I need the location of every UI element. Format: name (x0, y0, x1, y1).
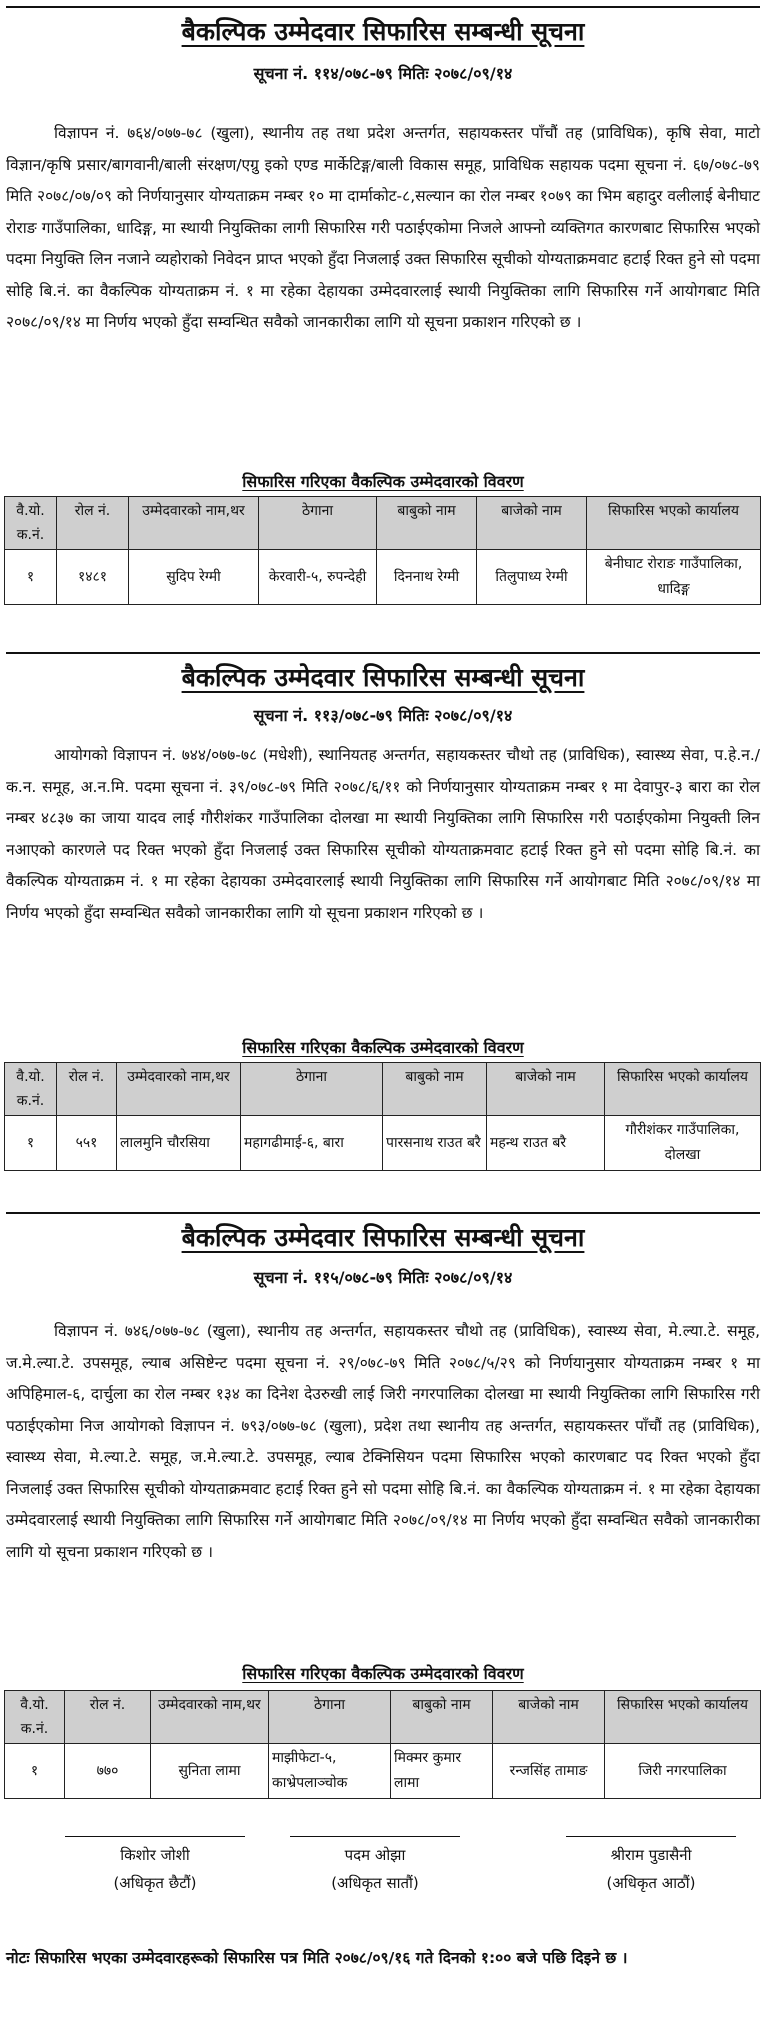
signatory-name: श्रीराम पुडासैनी (610, 1846, 692, 1864)
col-header-serial: वै.यो. क.नं. (5, 1063, 57, 1116)
table-header-row (5, 1063, 761, 1116)
col-header-address: ठेगाना (259, 497, 377, 550)
table-header-row (5, 497, 761, 550)
cell-address: केरवारी-५, रुपन्देही (259, 550, 377, 605)
cell-office: गौरीशंकर गाउँपालिका, दोलखा (605, 1116, 761, 1171)
cell-father: मिक्मर कुमार लामा (391, 1744, 493, 1799)
cell-office: बेनीघाट रोराङ गाउँपालिका, धादिङ्ग (587, 550, 761, 605)
notice-3-table-caption: सिफारिस गरिएका वैकल्पिक उम्मेदवारको विवरण (242, 1664, 524, 1683)
cell-roll: ५५१ (57, 1116, 117, 1171)
col-header-grandfather: बाजेको नाम (493, 1691, 605, 1744)
col-header-office: सिफारिस भएको कार्यालय (605, 1063, 761, 1116)
col-header-grandfather: बाजेको नाम (487, 1063, 605, 1116)
notice-2-title: बैकल्पिक उम्मेदवार सिफारिस सम्बन्धी सूचना (181, 663, 585, 692)
cell-roll: ७७० (65, 1744, 151, 1799)
cell-serial: १ (5, 1116, 57, 1171)
cell-roll: १४८१ (57, 550, 129, 605)
col-header-father: बाबुको नाम (383, 1063, 487, 1116)
cell-serial: १ (5, 550, 57, 605)
cell-name: सुनिता लामा (151, 1744, 269, 1799)
notice-1-number-date: सूचना नं. ११४/०७८-७९ मितिः २०७८/०९/१४ (253, 64, 513, 83)
notice-3-body: विज्ञापन नं. ७४६/०७७-७८ (खुला), स्थानीय तह अन्तर्गत, सहायकस्तर चौथो तह (प्राविधिक), स्वास्थ्य सेवा, मे.ल्या.टे. समूह, ज.मे.ल्या.टे. उपसमूह, ल्याब असिष्टेन्ट पदमा सूचना नं. २९/०७८-७९ मिति २०७८/५/२९ को निर्णयानुसार योग्यताक्रम नम्बर १ मा अपिहिमाल-६, दार्चुला का रोल नम्बर १३४ का दिनेश देउरुखी लाई जिरी नगरपालिका दोलखा मा स्थायी नियुक्तिका लागि सिफारिस गरी पठाईएकोमा निज आयोगको विज्ञापन नं. ७९३/०७७-७८ (खुला), प्रदेश तथा स्थानीय तह अन्तर्गत, सहायकस्तर पाँचौं तह (प्राविधिक), स्वास्थ्य सेवा, मे.ल्या.टे. समूह, ज.मे.ल्या.टे. उपसमूह, ल्याब टेक्निसियन पदमा सिफारिस भएको कारणबाट पद रिक्त भएको हुँदा निजलाई उक्त सिफारिस सूचीको योग्यताक्रमवाट हटाई रिक्त हुने सो पदमा सोहि बि.नं. का वैकल्पिक योग्यताक्रम नं. १ मा रहेका देहायका उम्मेदवारलाई स्थायी नियुक्तिका लागि सिफारिस गर्ने आयोगबाट मिति २०७८/०९/१४ मा निर्णय भएको हुँदा सम्वन्धित सवैको जानकारीका लागि यो सूचना प्रकाशन गरिएको छ । (6, 1322, 760, 1561)
signatory-name: पदम ओझा (344, 1846, 406, 1864)
cell-father: पारसनाथ राउत बरै (383, 1116, 487, 1171)
signatory-title: (अधिकृत आठौं) (606, 1874, 696, 1892)
section-divider-2 (6, 1212, 760, 1214)
col-header-office: सिफारिस भएको कार्यालय (587, 497, 761, 550)
cell-father: दिननाथ रेग्मी (377, 550, 477, 605)
notice-2-table-caption: सिफारिस गरिएका वैकल्पिक उम्मेदवारको विवरण (242, 1038, 524, 1057)
notice-1-table-caption: सिफारिस गरिएका वैकल्पिक उम्मेदवारको विवरण (242, 472, 524, 491)
notice-1-candidate-table (4, 496, 761, 605)
signatory-3 (556, 1836, 746, 1897)
cell-grandfather: महन्थ राउत बरै (487, 1116, 605, 1171)
cell-address: माझीफेटा-५, काभ्रेपलाञ्चोक (269, 1744, 391, 1799)
notice-2-body: आयोगको विज्ञापन नं. ७४४/०७७-७८ (मधेशी), स्थानियतह अन्तर्गत, सहायकस्तर चौथो तह (प्राविधिक), स्वास्थ्य सेवा, प.हे.न./क.न. समूह, अ.न.मि. पदमा सूचना नं. ३९/०७८-७९ मिति २०७८/६/११ को निर्णयानुसार योग्यताक्रम नम्बर १ मा देवापुर-३ बारा का रोल नम्बर ४८३७ का जाया यादव लाई गौरीशंकर गाउँपालिका दोलखा मा स्थायी नियुक्तिका लागि सिफारिस गरी पठाईएकोमा नियुक्ती लिन नआएको कारणले पद रिक्त भएको हुँदा निजलाई उक्त सिफारिस सूचीको योग्यताक्रमवाट हटाई रिक्त हुने सो पदमा सोहि बि.नं. का वैकल्पिक योग्यताक्रम नं. १ मा रहेका देहायका उम्मेदवारलाई स्थायी नियुक्तिका लागि सिफारिस गर्ने आयोगबाट मिति २०७८/०९/१४ मा निर्णय भएको हुँदा सम्वन्धित सवैको जानकारीका लागि यो सूचना प्रकाशन गरिएको छ । (6, 746, 760, 922)
col-header-address: ठेगाना (241, 1063, 383, 1116)
notice-3-candidate-table (4, 1690, 761, 1799)
col-header-serial: वै.यो. क.नं. (5, 497, 57, 550)
signatory-title: (अधिकृत छैटौं) (113, 1874, 197, 1892)
cell-office: जिरी नगरपालिका (605, 1744, 761, 1799)
col-header-name: उम्मेदवारको नाम,थर (129, 497, 259, 550)
cell-name: सुदिप रेग्मी (129, 550, 259, 605)
notice-1-body: विज्ञापन नं. ७६४/०७७-७८ (खुला), स्थानीय तह तथा प्रदेश अन्तर्गत, सहायकस्तर पाँचौं तह (प्राविधिक), कृषि सेवा, माटो विज्ञान/कृषि प्रसार/बागवानी/बाली संरक्षण/एग्रु इको एण्ड मार्केटिङ्ग/बाली विकास समूह, प्राविधिक सहायक पदमा सूचना नं. ६७/०७८-७९ मिति २०७८/०७/०९ को निर्णयानुसार योग्यताक्रम नम्बर १० मा दार्माकोट-८,सल्यान का रोल नम्बर १०७९ का भिम बहादुर वलीलाई बेनीघाट रोराङ गाउँपालिका, धादिङ्ग, मा स्थायी नियुक्तिका लागी सिफारिस गरी पठाईएकोमा निजले आफ्नो व्यक्तिगत कारणबाट सिफारिस भएको पदमा नियुक्ति लिन नजाने व्यहोराको निवेदन प्राप्त भएको हुँदा निजलाई उक्त सिफारिस सूचीको योग्यताक्रमवाट हटाई रिक्त हुने सो पदमा सोहि बि.नं. का वैकल्पिक योग्यताक्रम नं. १ मा रहेका देहायका उम्मेदवारलाई स्थायी नियुक्तिका लागि सिफारिस गर्ने आयोगबाट मिति २०७८/०९/१४ मा निर्णय भएको हुँदा सम्वन्धित सवैको जानकारीका लागि यो सूचना प्रकाशन गरिएको छ । (6, 124, 760, 331)
table-row (5, 1116, 761, 1171)
notice-2-number-date: सूचना नं. ११३/०७८-७९ मितिः २०७८/०९/१४ (253, 706, 513, 725)
signatory-2 (280, 1836, 470, 1897)
footer-note: नोटः सिफारिस भएका उम्मेदवारहरूको सिफारिस पत्र मिति २०७८/०९/१६ गते दिनको १:०० बजे पछि दिइने छ । (6, 1949, 628, 1967)
col-header-address: ठेगाना (269, 1691, 391, 1744)
notice-3-number-date: सूचना नं. ११५/०७८-७९ मितिः २०७८/०९/१४ (253, 1268, 513, 1287)
signatory-name: किशोर जोशी (120, 1846, 190, 1864)
notice-3-title: बैकल्पिक उम्मेदवार सिफारिस सम्बन्धी सूचना (181, 1223, 585, 1252)
top-divider (6, 6, 760, 8)
col-header-name: उम्मेदवारको नाम,थर (151, 1691, 269, 1744)
col-header-roll: रोल नं. (57, 497, 129, 550)
table-row (5, 550, 761, 605)
col-header-office: सिफारिस भएको कार्यालय (605, 1691, 761, 1744)
col-header-serial: वै.यो. क.नं. (5, 1691, 65, 1744)
col-header-name: उम्मेदवारको नाम,थर (117, 1063, 241, 1116)
cell-name: लालमुनि चौरसिया (117, 1116, 241, 1171)
cell-grandfather: तिलुपाध्य रेग्मी (477, 550, 587, 605)
col-header-father: बाबुको नाम (377, 497, 477, 550)
col-header-roll: रोल नं. (57, 1063, 117, 1116)
signature-line (290, 1836, 460, 1837)
col-header-father: बाबुको नाम (391, 1691, 493, 1744)
signature-line (566, 1836, 736, 1837)
signatory-1 (60, 1836, 250, 1897)
notice-2-candidate-table (4, 1062, 761, 1171)
col-header-roll: रोल नं. (65, 1691, 151, 1744)
table-header-row (5, 1691, 761, 1744)
signature-line (65, 1836, 245, 1837)
signatory-title: (अधिकृत सातौं) (331, 1874, 419, 1892)
table-row (5, 1744, 761, 1799)
cell-grandfather: रन्जसिंह तामाङ (493, 1744, 605, 1799)
cell-address: महागढीमाई-६, बारा (241, 1116, 383, 1171)
cell-serial: १ (5, 1744, 65, 1799)
col-header-grandfather: बाजेको नाम (477, 497, 587, 550)
notice-1-title: बैकल्पिक उम्मेदवार सिफारिस सम्बन्धी सूचना (181, 17, 585, 46)
section-divider-1 (6, 652, 760, 654)
